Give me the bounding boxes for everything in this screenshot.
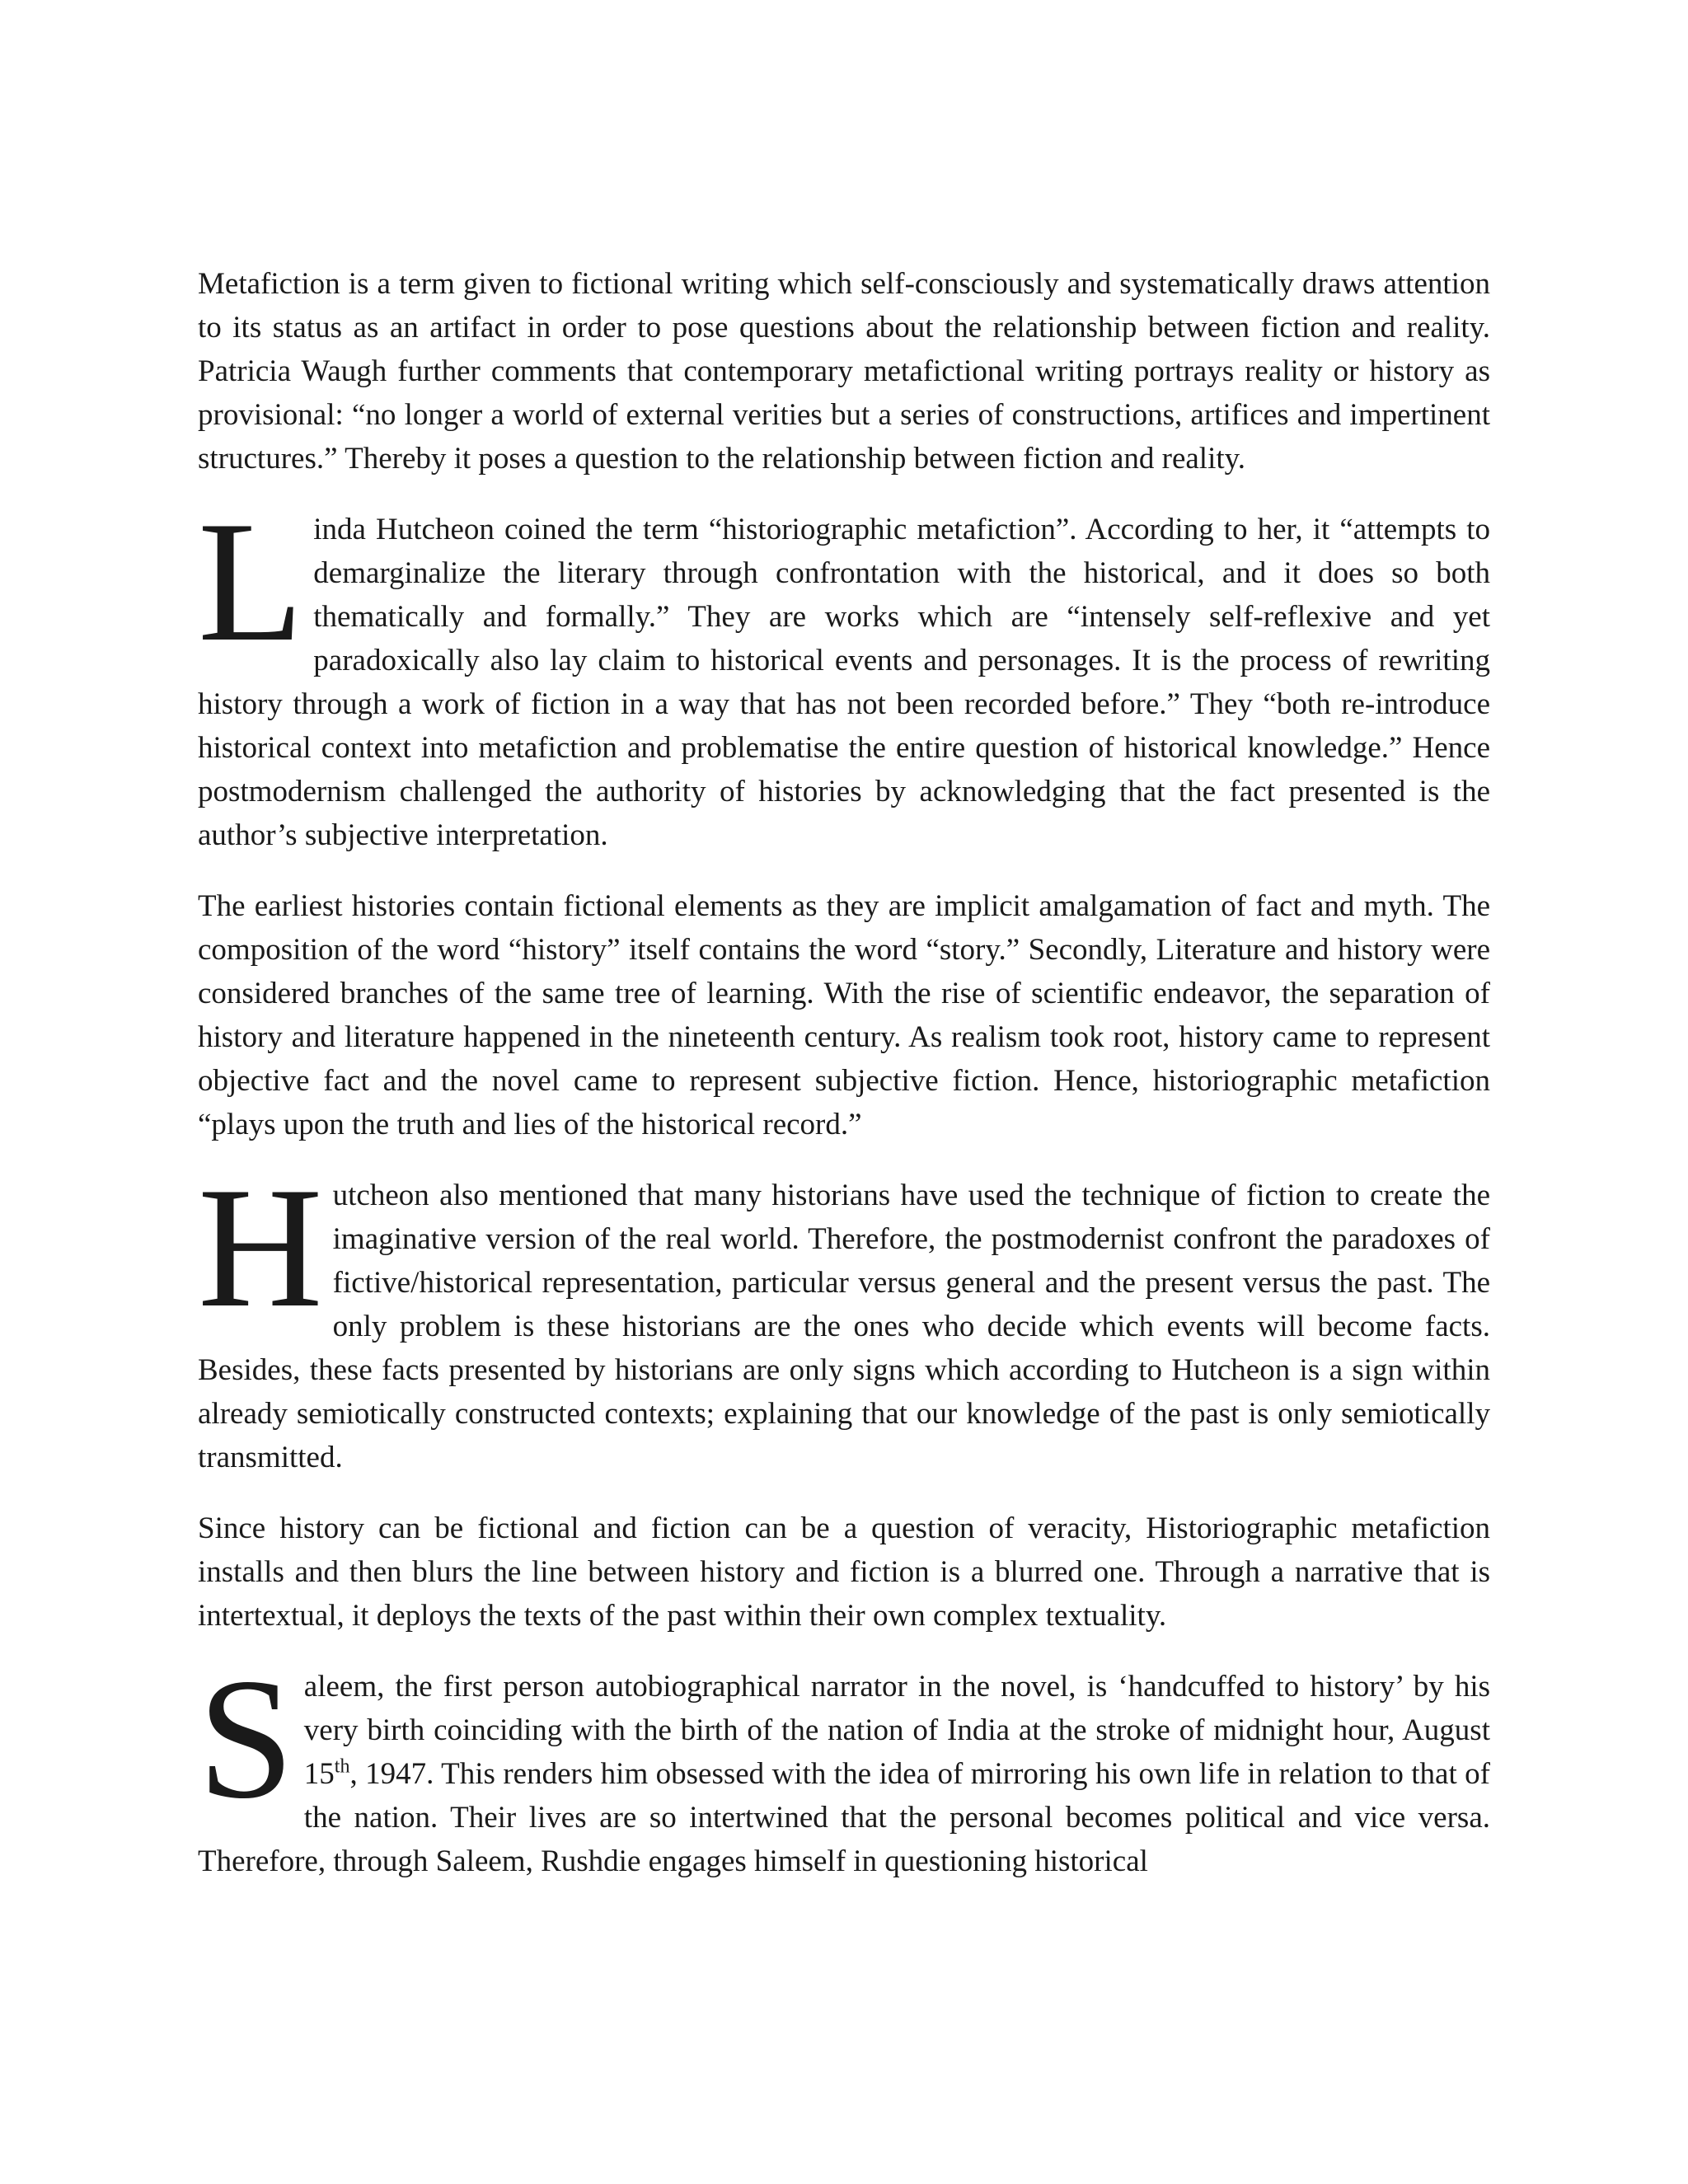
drop-cap-l: L — [198, 486, 304, 677]
paragraph-text-before-superscript: aleem, the first person autobiographical narrator in the novel, is ‘handcuffed to history’ by his very birth coinciding with the birth of the nation of India at the stroke of midnight hour, August 15 — [303, 1670, 1490, 1791]
paragraph-text: The earliest histories contain fictional elements as they are implicit amalgamation of fact and myth. The composition of the word “history” itself contains the word “story.” Secondly, Literature and history were considered branches of the same tree of learning. With the rise of scientific endeavor, the separation of history and literature happened in the nineteenth century. As realism took root, history came to represent objective fact and the novel came to represent subjective fiction. Hence, historiographic metafiction “plays upon the truth and lies of the historical record.” — [198, 889, 1490, 1141]
paragraph-text: Metafiction is a term given to fictional writing which self-consciously and systematically draws attention to its status as an artifact in order to pose questions about the relationship between fiction and reality. Patricia Waugh further comments that contemporary metafictional writing portrays reality or history as provisional: “no longer a world of external verities but a series of constructions, artifices and impertinent structures.” Thereby it poses a question to the relationship between fiction and reality. — [198, 267, 1490, 476]
paragraph-text: Since history can be fictional and fiction can be a question of veracity, Historiographic metafiction installs and then blurs the line between history and fiction is a blurred one. Through a narrative that is intertextual, it deploys the texts of the past within their own complex textuality. — [198, 1511, 1490, 1633]
paragraph-earliest-histories — [198, 884, 1490, 1146]
paragraph-text-after-superscript: , 1947. This renders him obsessed with the idea of mirroring his own life in relation to that of the nation. Their lives are so intertwined that the personal becomes political and vice versa. Therefore, through Saleem, Rushdie engages himself in questioning historical — [198, 1757, 1490, 1878]
paragraph-hutcheon-definition — [198, 486, 1490, 857]
ordinal-superscript: th — [334, 1755, 350, 1778]
document-body — [198, 262, 1490, 1883]
drop-cap-s: S — [198, 1643, 294, 1835]
paragraph-hutcheon-historians — [198, 1152, 1490, 1479]
paragraph-saleem — [198, 1643, 1490, 1883]
paragraph-history-fiction — [198, 1507, 1490, 1638]
drop-cap-h: H — [198, 1152, 323, 1343]
paragraph-metafiction-definition — [198, 262, 1490, 480]
paragraph-text: utcheon also mentioned that many historians have used the technique of fiction to create the imaginative version of the real world. Therefore, the postmodernist confront the paradoxes of fictive/historical representation, particular versus general and the present versus the past. The only problem is these historians are the ones who decide which events will become facts. Besides, these facts presented by historians are only signs which according to Hutcheon is a sign within already semiotically constructed contexts; explaining that our knowledge of the past is only semiotically transmitted. — [198, 1179, 1490, 1474]
paragraph-text: inda Hutcheon coined the term “historiographic metafiction”. According to her, it “attempts to demarginalize the literary through confrontation with the historical, and it does so both thematically and formally.” They are works which are “intensely self-reflexive and yet paradoxically also lay claim to historical events and personages. It is the process of rewriting history through a work of fiction in a way that has not been recorded before.” They “both re-introduce historical context into metafiction and problematise the entire question of historical knowledge.” Hence postmodernism challenged the authority of histories by acknowledging that the fact presented is the author’s subjective interpretation. — [198, 513, 1490, 852]
